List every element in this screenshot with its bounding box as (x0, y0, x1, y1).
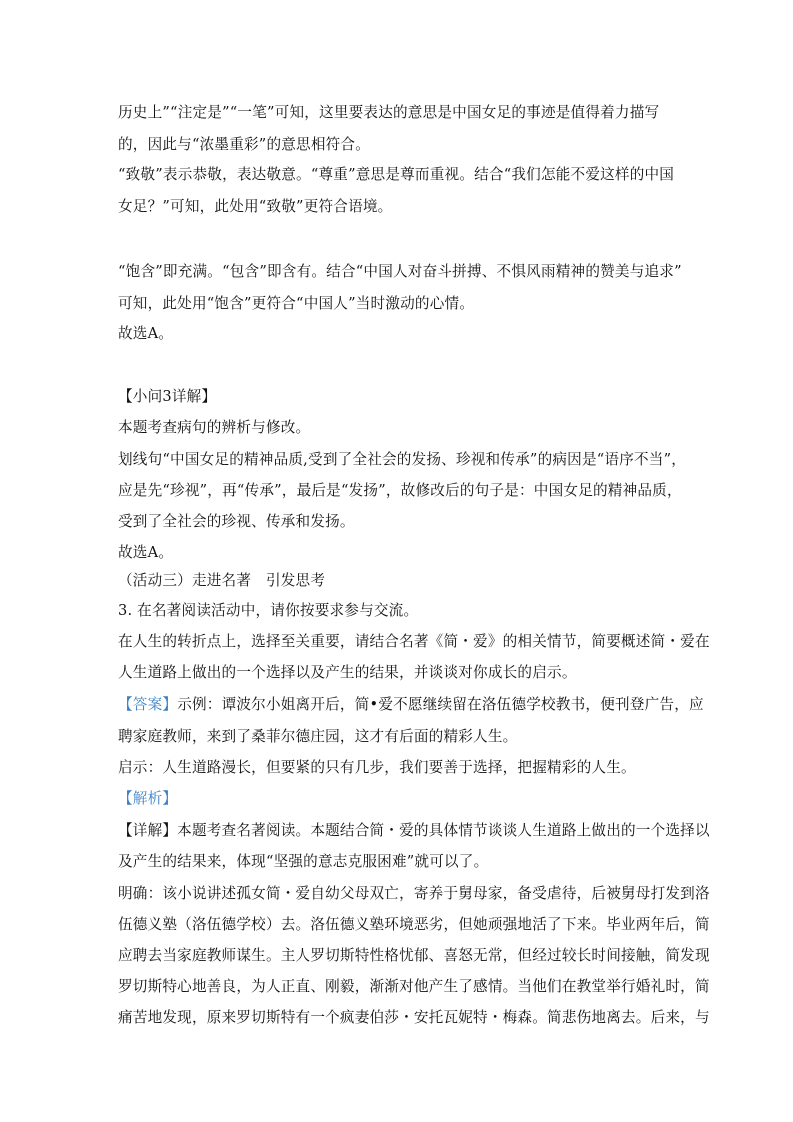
text-line: “饱含”即充满。“包含”即含有。结合“中国人对奋斗拼搏、不惧风雨精神的赞美与追求” (118, 263, 682, 280)
detail-line: 【详解】本题考查名著阅读。本题结合简・爱的具体情节谈谈人生道路上做出的一个选择以 (118, 822, 710, 839)
text-line: 可知，此处用“饱含”更符合“中国人”当时激动的心情。 (118, 295, 475, 312)
text-line: 女足？”可知，此处用“致敬”更符合语境。 (118, 198, 393, 215)
detail-line: 及产生的结果来，体现“坚强的意志克服困难”就可以了。 (118, 853, 489, 870)
text-line: “致敬”表示恭敬，表达敬意。“尊重”意思是尊而重视。结合“我们怎能不爱这样的中国 (118, 166, 675, 183)
text-line: 本题考查病句的辨析与修改。 (118, 419, 311, 436)
detail-line: 痛苦地发现，原来罗切斯特有一个疯妻伯莎・安托瓦妮特・梅森。简悲伤地离去。后来，与 (118, 1009, 710, 1026)
detail-line: 伍德义塾（洛伍德学校）去。洛伍德义塾环境恶劣，但她顽强地活了下来。毕业两年后，简 (118, 916, 710, 933)
answer-text: 示例：谭波尔小姐离开后，简•爱不愿继续留在洛伍德学校教书，便刊登广告，应 (177, 696, 704, 713)
activity-heading: （活动三）走进名著 引发思考 (118, 572, 326, 589)
answer-line: 启示：人生道路漫长，但要紧的只有几步，我们要善于选择，把握精彩的人生。 (118, 759, 636, 776)
answer-line: 聘家庭教师，来到了桑菲尔德庄园，这才有后面的精彩人生。 (118, 728, 518, 745)
text-line: 历史上”“注定是”“一笔”可知，这里要表达的意思是中国女足的事迹是值得着力描写 (118, 104, 660, 121)
question-text: 在人生的转折点上，选择至关重要，请结合名著《简・爱》的相关情节，简要概述简・爱在 (118, 633, 710, 650)
answer-label: 【答案】 (118, 696, 178, 713)
text-line: 划线句“中国女足的精神品质,受到了全社会的发扬、珍视和传承”的病因是“语序不当”， (118, 451, 687, 468)
analysis-label: 【解析】 (118, 790, 178, 807)
text-line: 受到了全社会的珍视、传承和发扬。 (118, 513, 355, 530)
section-heading: 【小问3详解】 (118, 388, 217, 405)
question-text: 人生道路上做出的一个选择以及产生的结果，并谈谈对你成长的启示。 (118, 664, 577, 681)
text-line: 的，因此与“浓墨重彩”的意思相符合。 (118, 136, 371, 153)
question-title: 3. 在名著阅读活动中，请你按要求参与交流。 (118, 602, 419, 619)
detail-line: 应聘去当家庭教师谋生。主人罗切斯特性格忧郁、喜怒无常，但经过较长时间接触，简发现 (118, 947, 710, 964)
detail-line: 明确：该小说讲述孤女简・爱自幼父母双亡，寄养于舅母家，备受虐待，后被舅母打发到洛 (118, 885, 710, 902)
text-line: 应是先“珍视”，再“传承”，最后是“发扬”，故修改后的句子是：中国女足的精神品质， (118, 482, 682, 499)
text-line: 故选A。 (118, 544, 174, 561)
detail-line: 罗切斯特心地善良，为人正直、刚毅，渐渐对他产生了感情。当他们在教堂举行婚礼时，简 (118, 978, 710, 995)
text-line: 故选A。 (118, 325, 174, 342)
answer-line (118, 695, 704, 715)
